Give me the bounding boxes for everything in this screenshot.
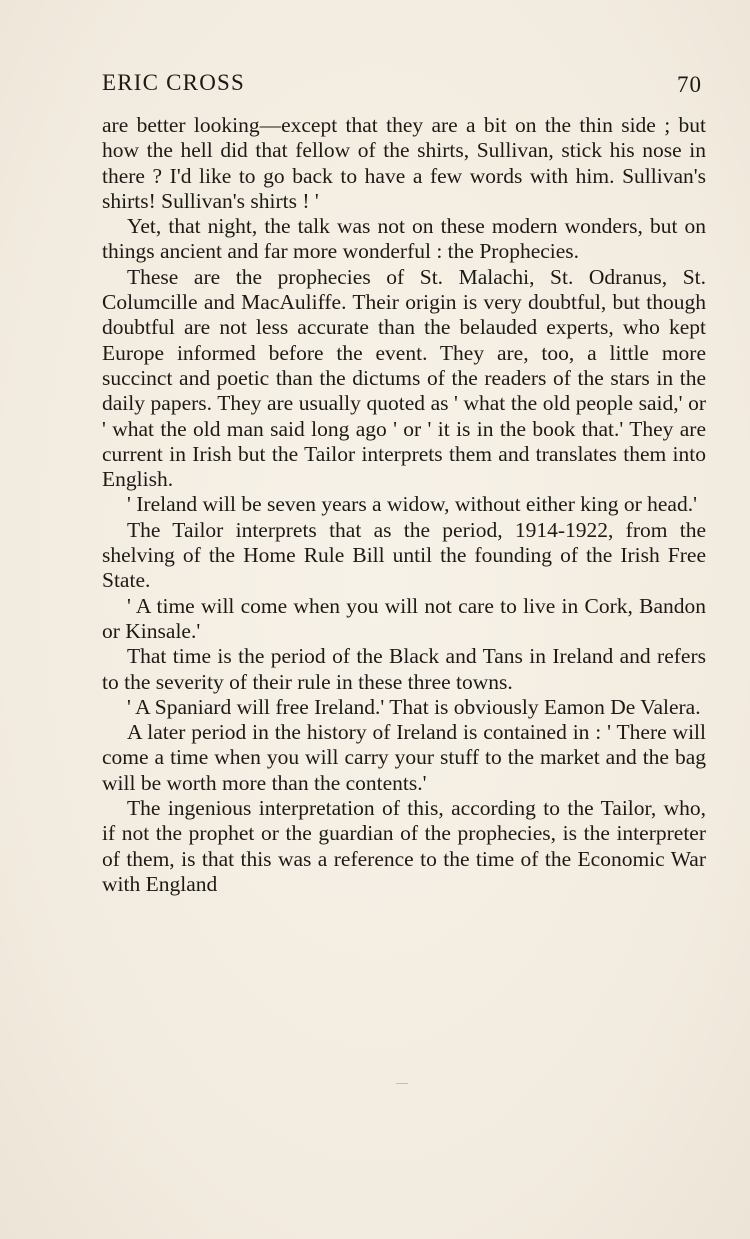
paragraph: Yet, that night, the talk was not on these modern wonders, but on things ancient and far more wonderful : the Prophecies. [102,214,706,264]
running-head: ERIC CROSS [102,70,246,95]
paragraph: That time is the period of the Black and Tans in Ireland and refers to the severity of their rule in these three towns. [102,644,706,694]
body-text [102,113,706,897]
paragraph: The ingenious interpretation of this, according to the Tailor, who, if not the prophet or the guardian of the prophecies, is the interpreter of them, is that this was a reference to the time of the Economic War with England [102,796,706,896]
paragraph: The Tailor interprets that as the period, 1914-1922, from the shelving of the Home Rule Bill until the founding of the Irish Free State. [102,517,706,593]
page-number: 70 [677,72,702,97]
paragraph: ' A Spaniard will free Ireland.' That is obviously Eamon De Valera. [127,694,701,719]
paragraph: are better looking—except that they are a bit on the thin side ; but how the hell did that fellow of the shirts, Sullivan, stick his nose in there ? I'd like to go back to have a few words with him. Sullivan's shirts! Sullivan's shirts ! ' [102,113,706,213]
page-header [102,70,702,102]
paragraph: ' Ireland will be seven years a widow, without either king or head.' [127,492,697,517]
paragraph: These are the prophecies of St. Malachi, St. Odranus, St. Columcille and MacAuliffe. Their origin is very doubtful, but though doubtful are not less accurate than the belauded experts, who kept Europe informed before the event. They are, too, a little more succinct and poetic than the dictums of the readers of the stars in the daily papers. They are usually quoted as ' what the old people said,' or ' what the old man said long ago ' or ' it is in the book that.' They are current in Irish but the Tailor interprets them and translates them into English. [102,264,706,492]
printer-mark [396,1083,408,1084]
paragraph: ' A time will come when you will not care to live in Cork, Bandon or Kinsale.' [102,593,706,643]
paragraph: A later period in the history of Ireland is contained in : ' There will come a time when you will carry your stuff to the market and the bag will be worth more than the contents.' [102,720,706,795]
